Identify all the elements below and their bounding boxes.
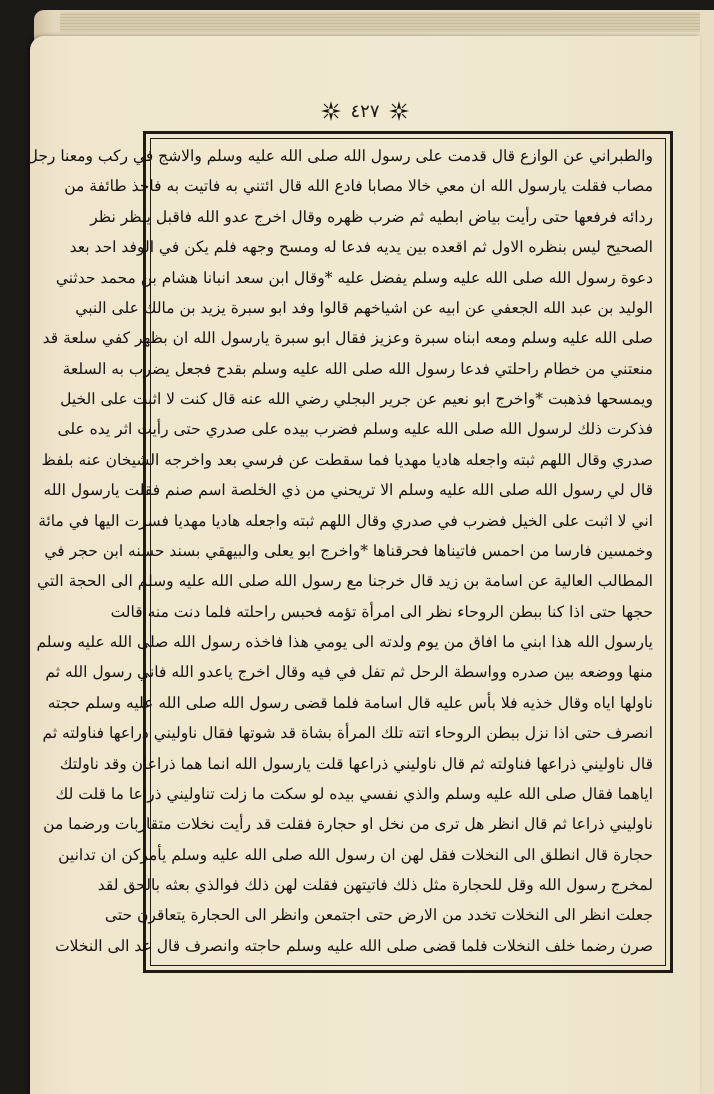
text-line: ويمسحها فذهبت *واخرج ابو نعيم عن جرير البجلي رضي الله عنه قال كنت لا اثبت على الخيل: [60, 390, 653, 408]
text-line: المطالب العالية عن اسامة بن زيد قال خرجنا مع رسول الله صلى الله عليه وسلم الى الحجة التي: [37, 572, 653, 591]
text-line: يارسول الله هذا ابني ما افاق من يوم ولدته الى يومي هذا فاخذه رسول الله صلى الله عليه وسلم: [36, 633, 653, 651]
text-line: مصاب فقلت يارسول الله ان معي خالا مصابا فادع الله قال ائتني به فاتيت به فاخذ طائفة من: [64, 177, 653, 196]
text-line: اني لا اثبت على الخيل فضرب في صدري وقال اللهم ثبته واجعله هاديا مهديا فسرت اليها في مائة: [38, 511, 653, 530]
text-frame-inner: [26, 138, 666, 966]
text-line: حجها حتى اذا كنا ببطن الروحاء نظر الى امرأة تؤمه فحبس راحلته فلما دنت منه قالت: [110, 602, 653, 621]
page-header: [30, 96, 700, 126]
right-ornament-icon: [388, 100, 410, 122]
text-line: اياهما فقال صلى الله عليه وسلم والذي نفسي بيده لو سكت ما زلت تناوليني ذراعا ما قلت لك: [55, 784, 653, 803]
text-line: ناوليني ذراعا ثم قال انظر هل ترى من نخل او حجارة فقلت قد رأيت نخلات متقاربات ورضما من: [43, 815, 653, 834]
text-line: والطبراني عن الوازع قال قدمت على رسول الله صلى الله عليه وسلم والاشج في ركب ومعنا رجل: [26, 147, 653, 165]
text-line: لمخرج رسول الله وقل للحجارة مثل ذلك فاتيتهن فقلت لهن ذلك فوالذي بعثه بالحق لقد: [97, 876, 653, 894]
text-line: انصرف حتى اذا نزل ببطن الروحاء اتته تلك المرأة بشاة قد شوتها فقال ناوليني ذراعها فناولته ثم: [42, 724, 653, 743]
left-ornament-icon: [320, 100, 342, 122]
text-line: وخمسين فارسا من احمس فاتيناها فحرقناها *واخرج ابو يعلى والبيهقي بسند حسنه ابن حجر في: [44, 541, 653, 560]
text-line: منها ووضعه بين صدره وواسطة الرحل ثم تفل في فيه وقال اخرج ياعدو الله فاني رسول الله ثم: [45, 663, 653, 682]
text-line: صرن رضما خلف النخلات فلما قضى صلى الله عليه وسلم حاجته وانصرف قال عد الى النخلات: [55, 936, 653, 955]
text-line: جعلت انظر الى النخلات تخدد من الارض حتى اجتمعن وانظر الى الحجارة يتعاقرن حتى: [104, 906, 653, 925]
text-line: قال ناوليني ذراعها فناولته ثم قال ناوليني ذراعها قلت يارسول الله انما هما ذراعان وقد ناولتك: [59, 754, 653, 773]
text-line: قال لي رسول الله صلى الله عليه وسلم الا تريحني من ذي الخلصة اسم صنم فقلت يارسول الله: [43, 481, 653, 500]
text-line: الوليد بن عبد الله الجعفي عن ابيه عن اشياخهم قالوا وفد ابو سبرة يزيد بن مالك على النبي: [75, 298, 653, 317]
text-line: دعوة رسول الله صلى الله عليه وسلم يفضل عليه *وقال ابن سعد انبانا هشام بن محمد حدثني: [55, 268, 653, 287]
text-line: صلى الله عليه وسلم ومعه ابناه سبرة وعزيز فقال ابو سبرة يارسول الله ان بظهر كفي سلعة قد: [42, 329, 653, 348]
text-line: منعتني من خطام راحلتي فدعا رسول الله صلى الله عليه وسلم بقدح فجعل يضرب به السلعة: [62, 359, 653, 378]
text-line: ناولها اياه وقال خذيه فلا بأس عليه قال اسامة فلما قضى رسول الله صلى الله عليه وسلم حجته: [47, 693, 653, 712]
text-line: فذكرت ذلك لرسول الله صلى الله عليه وسلم فضرب بيده على صدري حتى رأيت اثر يده على: [57, 420, 653, 439]
arabic-text-block: [26, 143, 653, 959]
text-line: حجارة قال انطلق الى النخلات فقل لهن ان رسول الله صلى الله عليه وسلم يأمركن ان تدانين: [58, 845, 653, 864]
page-number: ٤٢٧: [350, 100, 380, 122]
book-page: [26, 36, 700, 1094]
text-frame: [26, 131, 673, 973]
text-line: الصحيح ليس بنظره الاول ثم اقعده بين يديه فدعا له ومسح وجهه فلم يكن في الوفد احد بعد: [69, 238, 653, 257]
text-line: صدري وقال اللهم ثبته واجعله هاديا مهديا فما سقطت عن فرسي بعد واخرجه الشيخان عنه بلفظ: [41, 450, 653, 469]
text-line: ردائه فرفعها حتى رأيت بياض ابطيه ثم ضرب ظهره وقال اخرج عدو الله فاقبل ينظر نظر: [90, 207, 653, 226]
page-edges: [60, 12, 700, 32]
